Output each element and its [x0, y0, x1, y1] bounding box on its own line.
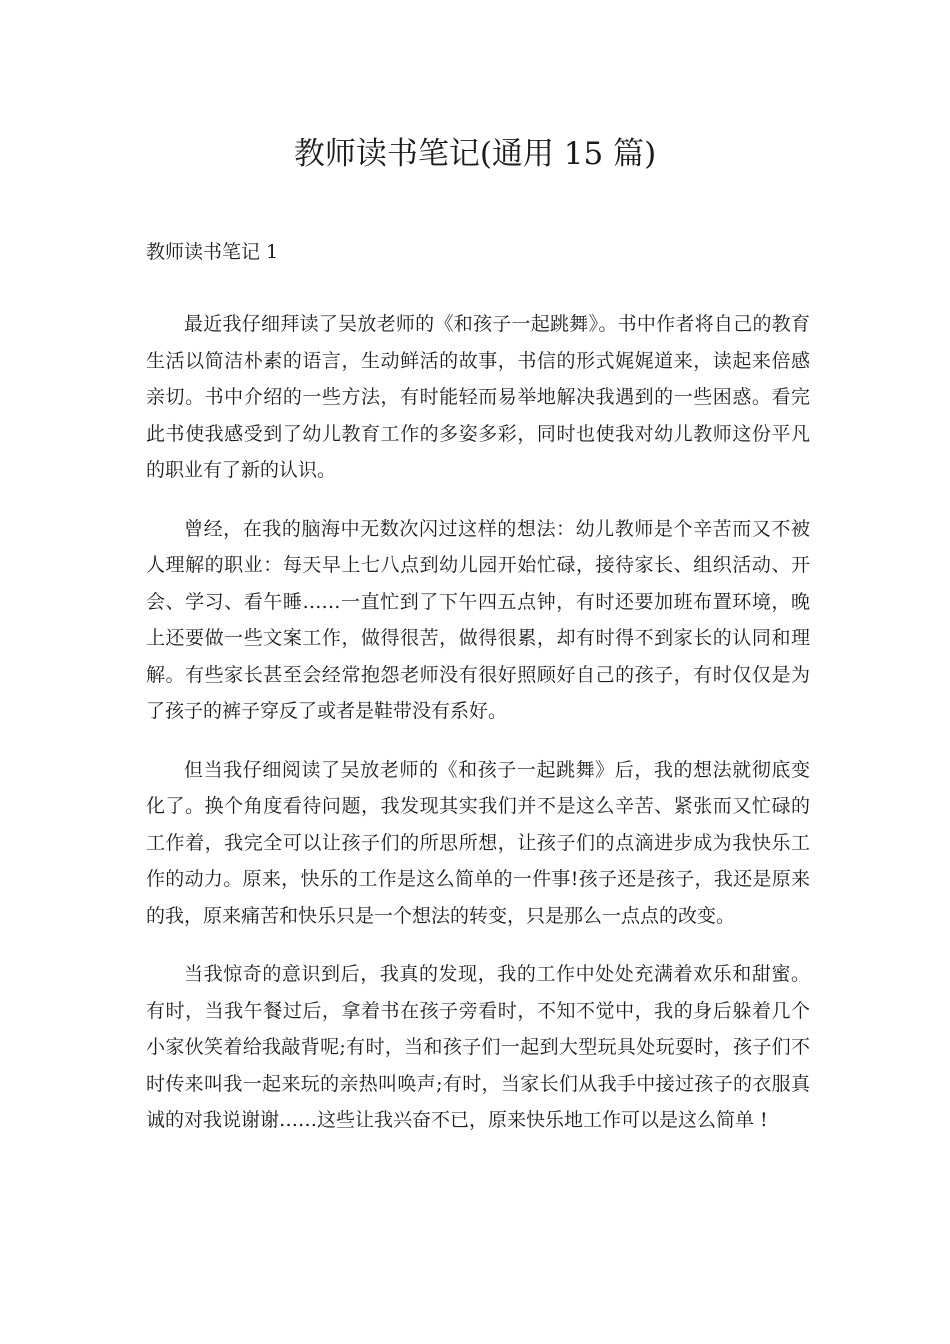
- paragraph-1: 最近我仔细拜读了吴放老师的《和孩子一起跳舞》。书中作者将自己的教育生活以简洁朴素的语言，生动鲜活的故事，书信的形式娓娓道来，读起来倍感亲切。书中介绍的一些方法，有时能轻而易举地解决我遇到的一些困惑。看完此书使我感受到了幼儿教育工作的多姿多彩，同时也使我对幼儿教师这份平凡的职业有了新的认识。: [146, 313, 810, 481]
- paragraph-4: 当我惊奇的意识到后，我真的发现，我的工作中处处充满着欢乐和甜蜜。有时，当我午餐过后，拿着书在孩子旁看时，不知不觉中，我的身后躲着几个小家伙笑着给我敲背呢;有时，当和孩子们一起到大型玩具处玩耍时，孩子们不时传来叫我一起来玩的亲热叫唤声;有时，当家长们从我手中接过孩子的衣服真诚的对我说谢谢……这些让我兴奋不已，原来快乐地工作可以是这么简单 !: [146, 963, 810, 1131]
- paragraph-3: 但当我仔细阅读了吴放老师的《和孩子一起跳舞》后，我的想法就彻底变化了。换个角度看待问题，我发现其实我们并不是这么辛苦、紧张而又忙碌的工作着，我完全可以让孩子们的所思所想，让孩子们的点滴进步成为我快乐工作的动力。原来，快乐的工作是这么简单的一件事!孩子还是孩子，我还是原来的我，原来痛苦和快乐只是一个想法的转变，只是那么一点点的改变。: [146, 758, 810, 927]
- paragraph-2: 曾经，在我的脑海中无数次闪过这样的想法：幼儿教师是个辛苦而又不被人理解的职业：每天早上七八点到幼儿园开始忙碌，接待家长、组织活动、开会、学习、看午睡……一直忙到了下午四五点钟，有时还要加班布置环境，晚上还要做一些文案工作，做得很苦，做得很累，却有时得不到家长的认同和理解。有些家长甚至会经常抱怨老师没有很好照顾好自己的孩子，有时仅仅是为了孩子的裤子穿反了或者是鞋带没有系好。: [146, 517, 810, 722]
- document-title: 教师读书笔记(通用 15 篇): [293, 136, 657, 172]
- document-body: [146, 306, 810, 1161]
- section-heading: 教师读书笔记 1: [146, 241, 279, 263]
